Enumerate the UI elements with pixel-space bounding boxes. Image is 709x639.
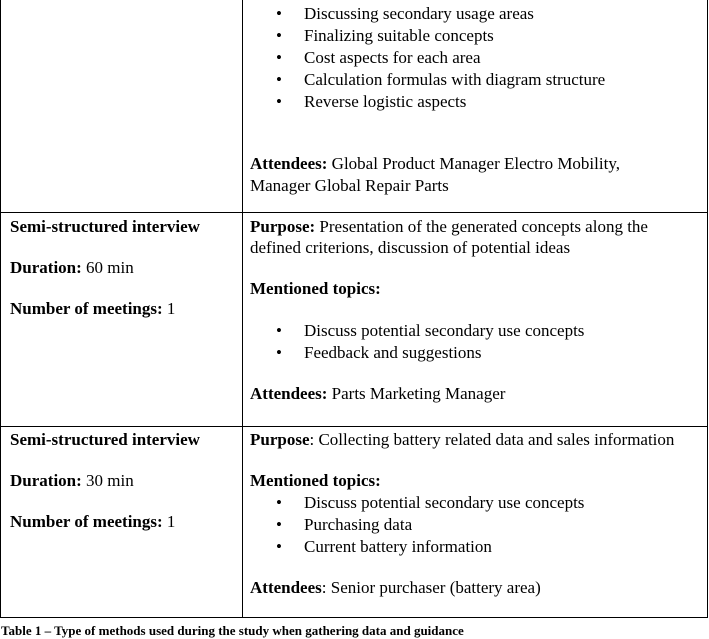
attendees-line [250,577,541,598]
bullet-icon: • [276,26,282,45]
purpose-label: Purpose [250,430,310,449]
table-divider-vertical [242,0,243,618]
topic-item: Feedback and suggestions [304,343,482,362]
topic-item: Discussing secondary usage areas [304,4,534,23]
duration-value: 60 min [86,258,134,277]
method-name: Semi-structured interview [10,217,200,236]
topics-label: Mentioned topics: [250,471,381,490]
topic-item: Calculation formulas with diagram structure [304,70,606,89]
meetings-value: 1 [166,512,176,531]
attendees-value: : Senior purchaser (battery area) [321,578,541,597]
purpose-value: Presentation of the generated concepts along the [319,217,648,236]
bullet-icon: • [276,4,282,23]
attendees-line [250,383,505,404]
purpose-value: : Collecting battery related data and sales information [309,430,675,449]
bullet-icon: • [276,70,282,89]
topic-item: Purchasing data [304,515,413,534]
meetings-label: Number of meetings: [10,299,163,318]
bullet-icon: • [276,537,282,556]
table-border-left [0,0,1,618]
topic-item: Reverse logistic aspects [304,92,467,111]
attendees-label: Attendees: [250,384,328,403]
attendees-value: Global Product Manager Electro Mobility, [331,154,620,173]
duration-label: Duration: [10,258,82,277]
duration-line [10,470,134,491]
topic-item: Discuss potential secondary use concepts [304,493,585,512]
topics-label: Mentioned topics: [250,279,381,298]
attendees-value: Parts Marketing Manager [331,384,506,403]
row-divider-2 [0,426,708,427]
meetings-line [10,511,175,532]
method-name: Semi-structured interview [10,430,200,449]
purpose-line [250,429,674,450]
topic-item: Cost aspects for each area [304,48,481,67]
topic-item: Current battery information [304,537,492,556]
bullet-icon: • [276,493,282,512]
topic-item: Discuss potential secondary use concepts [304,321,585,340]
bullet-icon: • [276,343,282,362]
bullet-icon: • [276,515,282,534]
topic-item: Finalizing suitable concepts [304,26,494,45]
meetings-line [10,298,175,319]
attendees-line [250,153,620,174]
purpose-line [250,216,648,237]
bullet-icon: • [276,321,282,340]
duration-label: Duration: [10,471,82,490]
bullet-icon: • [276,48,282,67]
table-caption: Table 1 – Type of methods used during the study when gathering data and guidance [1,623,464,638]
attendees-value-line2: Manager Global Repair Parts [250,176,449,195]
row-divider-1 [0,212,708,213]
duration-line [10,257,134,278]
table-border-bottom [0,617,708,618]
attendees-label: Attendees [250,578,322,597]
purpose-label: Purpose: [250,217,316,236]
bullet-icon: • [276,92,282,111]
table-border-right [707,0,708,618]
duration-value: 30 min [86,471,134,490]
meetings-label: Number of meetings: [10,512,163,531]
meetings-value: 1 [166,299,176,318]
purpose-value-line2: defined criterions, discussion of potential ideas [250,238,571,257]
attendees-label: Attendees: [250,154,328,173]
